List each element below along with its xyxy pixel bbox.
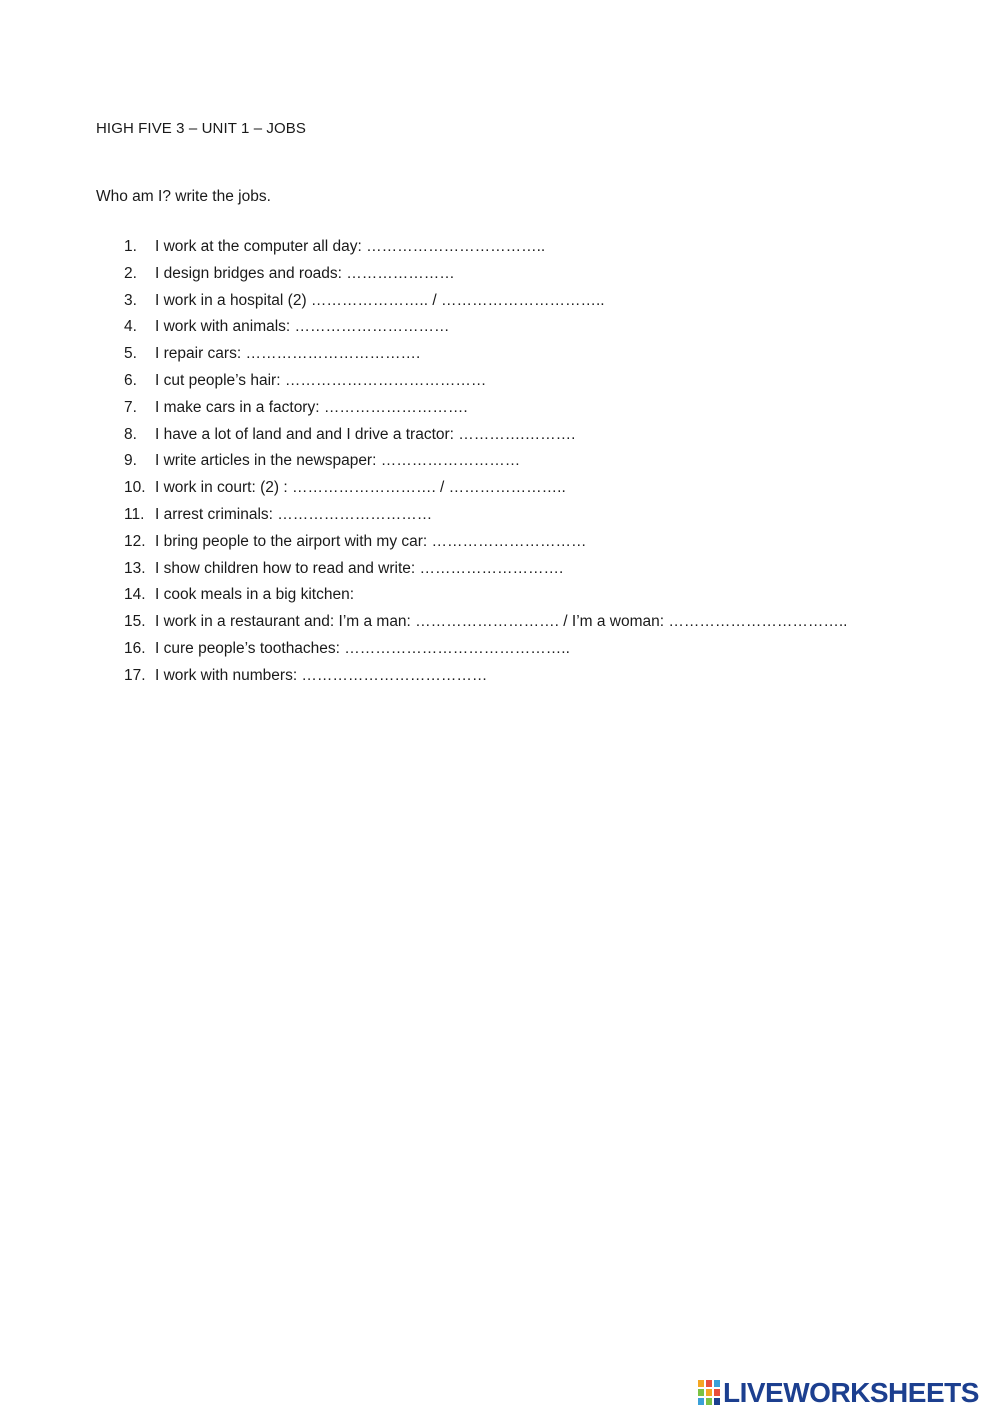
question-number: 1. [124,238,137,255]
question-text: I work with animals: ………………………… [155,318,450,336]
logo-text: LIVEWORKSHEETS [723,1377,979,1408]
question-text: I arrest criminals: ………………………… [155,505,433,523]
question-text: I work at the computer all day: …………………………….. [155,238,546,255]
liveworksheets-logo [698,1377,979,1409]
question-text: I cut people’s hair: ………………………………… [155,371,487,389]
question-number: 5. [124,345,137,363]
question-text: I write articles in the newspaper: ……………………… [155,452,521,470]
question-number: 4. [124,318,137,336]
question-text: I make cars in a factory: ………………………. [155,398,468,416]
question-number: 9. [124,452,137,470]
question-number: 7. [124,398,137,416]
question-text: I cure people’s toothaches: …………………………………….. [155,639,570,657]
question-number: 12. [124,532,146,550]
question-text: I work in a restaurant and: I’m a man: ………………………. / I’m a woman: …………………………….. [155,613,848,631]
question-number: 13. [124,559,146,577]
question-text: I cook meals in a big kitchen: [155,586,355,604]
question-number: 16. [124,639,146,657]
question-text: I design bridges and roads: ………………… [155,264,455,282]
question-number: 8. [124,425,137,443]
question-number: 10. [124,479,146,497]
question-number: 14. [124,586,146,604]
question-number: 3. [124,291,137,309]
question-text: I show children how to read and write: ………………………. [155,559,564,577]
question-text: I repair cars: ……………………………. [155,345,421,363]
liveworksheets-logo-icon [698,1380,720,1406]
page-title: HIGH FIVE 3 – UNIT 1 – JOBS [96,120,306,137]
question-number: 11. [124,505,145,523]
question-text: I work with numbers: ……………………………… [155,666,488,684]
question-number: 17. [124,666,146,684]
question-text: I work in court: (2) : ………………………. / ………………….. [155,479,566,497]
question-text: I bring people to the airport with my car: ………………………… [155,532,587,550]
instruction-text: Who am I? write the jobs. [96,188,271,205]
question-number: 2. [124,264,137,282]
question-number: 15. [124,613,146,631]
question-text: I work in a hospital (2) ………………….. / ………………………….. [155,291,605,309]
question-text: I have a lot of land and and I drive a tractor: ………….………. [155,425,576,443]
question-number: 6. [124,371,137,389]
